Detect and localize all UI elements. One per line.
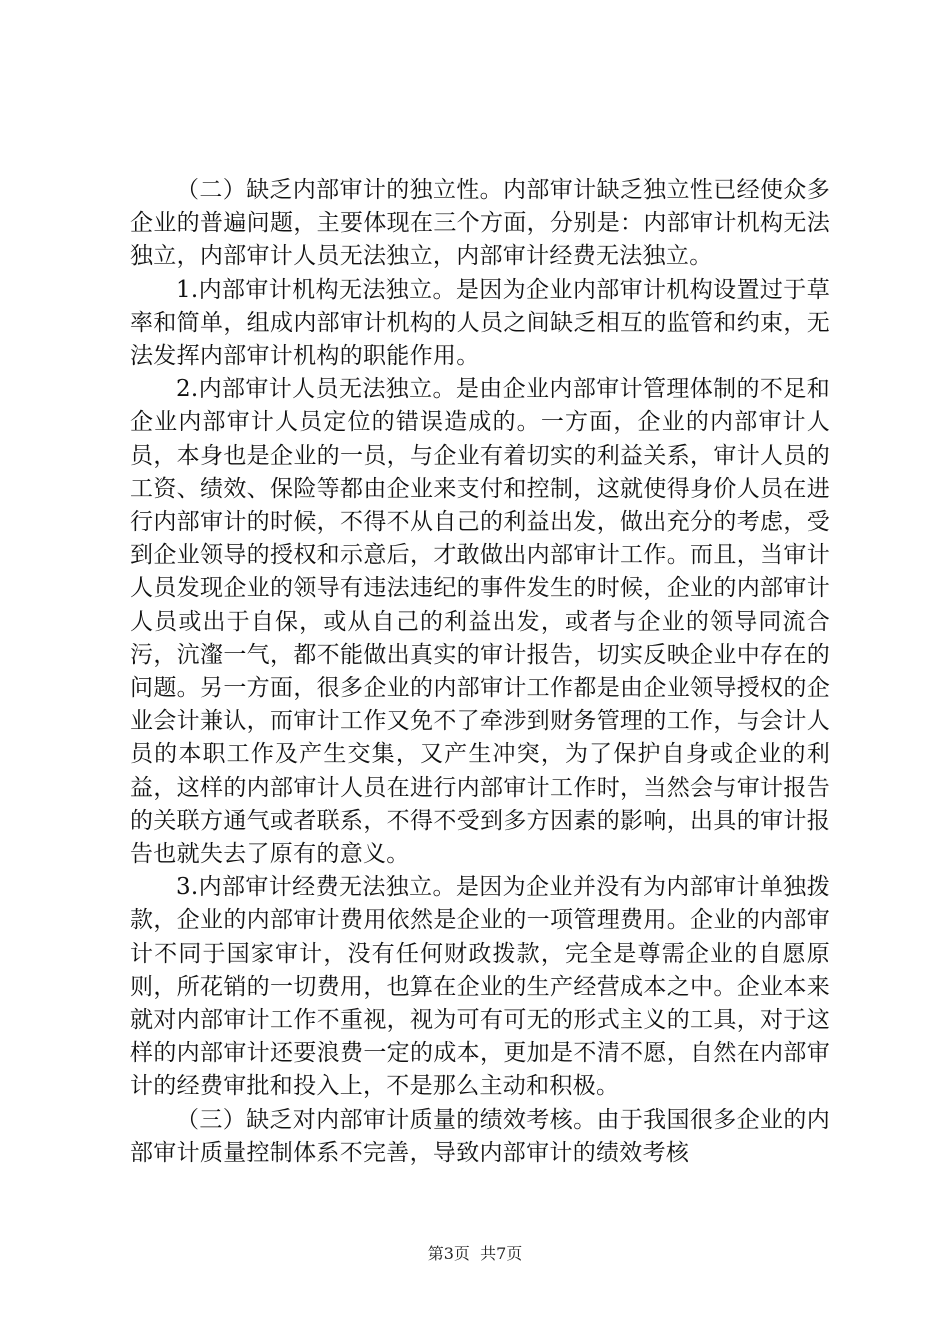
paragraph-item-2: 2.内部审计人员无法独立。是由企业内部审计管理体制的不足和企业内部审计人员定位的错误造成的。一方面，企业的内部审计人员，本身也是企业的一员，与企业有着切实的利益关系，审计人员的工资、绩效、保险等都由企业来支付和控制，这就使得身价人员在进行内部审计的时候，不得不从自己的利益出发，做出充分的考虑，受到企业领导的授权和示意后，才敢做出内部审计工作。而且，当审计人员发现企业的领导有违法违纪的事件发生的时候，企业的内部审计人员或出于自保，或从自己的利益出发，或者与企业的领导同流合污，沆瀣一气，都不能做出真实的审计报告，切实反映企业中存在的问题。另一方面，很多企业的内部审计工作都是由企业领导授权的企业会计兼认，而审计工作又免不了牵涉到财务管理的工作，与会计人员的本职工作及产生交集，又产生冲突，为了保护自身或企业的利益，这样的内部审计人员在进行内部审计工作时，当然会与审计报告的关联方通气或者联系，不得不受到多方因素的影响，出具的审计报告也就失去了原有的意义。 — [130, 376, 830, 868]
document-body — [130, 174, 830, 1170]
paragraph-item-3: 3.内部审计经费无法独立。是因为企业并没有为内部审计单独拨款，企业的内部审计费用依然是企业的一项管理费用。企业的内部审计不同于国家审计，没有任何财政拨款，完全是尊需企业的自愿原则，所花销的一切费用，也算在企业的生产经营成本之中。企业本来就对内部审计工作不重视，视为可有可无的形式主义的工具，对于这样的内部审计还要浪费一定的成本，更加是不清不愿，自然在内部审计的经费审批和投入上，不是那么主动和积极。 — [130, 874, 830, 1100]
paragraph-item-1: 1.内部审计机构无法独立。是因为企业内部审计机构设置过于草率和简单，组成内部审计机构的人员之间缺乏相互的监管和约束，无法发挥内部审计机构的职能作用。 — [130, 276, 830, 370]
page-number-label: 第3页 共7页 — [427, 1244, 523, 1263]
paragraph-section-2-intro: （二）缺乏内部审计的独立性。内部审计缺乏独立性已经使众多企业的普遍问题，主要体现在三个方面，分别是：内部审计机构无法独立，内部审计人员无法独立，内部审计经费无法独立。 — [130, 177, 830, 270]
paragraph-section-3-intro: （三）缺乏对内部审计质量的绩效考核。由于我国很多企业的内部审计质量控制体系不完善，导致内部审计的绩效考核 — [130, 1106, 830, 1166]
page-footer — [0, 1244, 950, 1264]
